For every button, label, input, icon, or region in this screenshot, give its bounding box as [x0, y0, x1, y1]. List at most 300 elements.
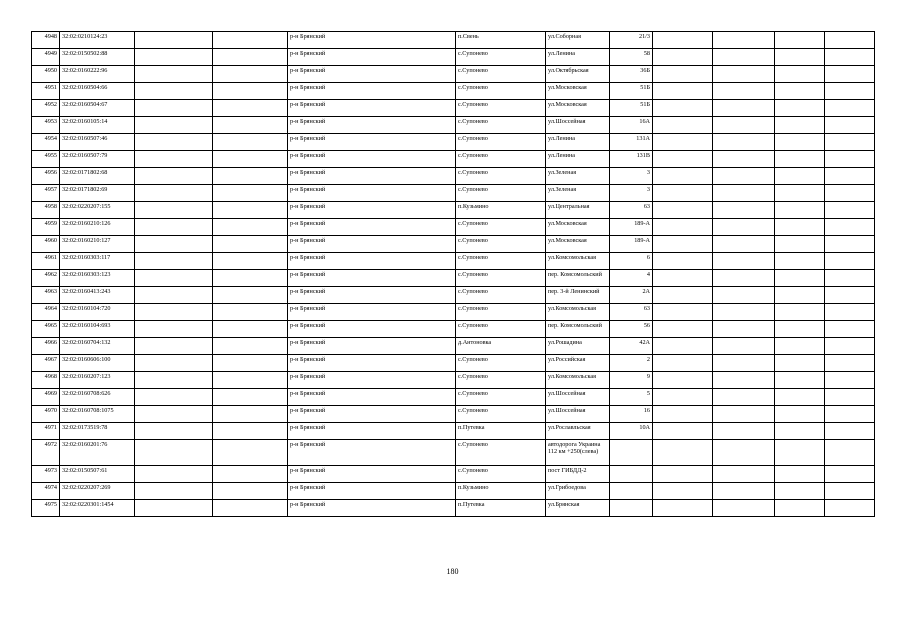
table-row — [32, 355, 875, 372]
locality-cell: д.Антоновка — [456, 338, 546, 355]
empty-cell — [653, 117, 713, 134]
empty-cell — [653, 270, 713, 287]
district-cell: р-н Брянский — [288, 185, 456, 202]
locality-cell: с.Супонево — [456, 236, 546, 253]
empty-cell — [775, 83, 825, 100]
street-cell: ул.Соборная — [546, 32, 610, 49]
district-cell: р-н Брянский — [288, 168, 456, 185]
house-cell: 3 — [610, 168, 653, 185]
table-row — [32, 389, 875, 406]
empty-cell — [653, 355, 713, 372]
empty-cell — [213, 219, 288, 236]
empty-cell — [825, 134, 875, 151]
empty-cell — [775, 304, 825, 321]
cadastral-number-cell: 32:02:0150502:88 — [60, 49, 135, 66]
district-cell: р-н Брянский — [288, 66, 456, 83]
locality-cell: с.Супонево — [456, 389, 546, 406]
empty-cell — [135, 185, 213, 202]
house-cell: 2А — [610, 287, 653, 304]
table-row — [32, 185, 875, 202]
house-cell: 63 — [610, 202, 653, 219]
empty-cell — [135, 253, 213, 270]
empty-cell — [825, 338, 875, 355]
row-number-cell: 4961 — [32, 253, 60, 270]
table-row — [32, 304, 875, 321]
empty-cell — [213, 287, 288, 304]
empty-cell — [713, 202, 775, 219]
empty-cell — [825, 100, 875, 117]
locality-cell: с.Супонево — [456, 185, 546, 202]
street-cell: ул.Комсомольская — [546, 253, 610, 270]
street-cell: ул.Брянская — [546, 500, 610, 517]
street-cell: пер. Комсомольский — [546, 270, 610, 287]
row-number-cell: 4949 — [32, 49, 60, 66]
row-number-cell: 4964 — [32, 304, 60, 321]
empty-cell — [213, 117, 288, 134]
locality-cell: с.Супонево — [456, 355, 546, 372]
cadastral-number-cell: 32:02:0160708:626 — [60, 389, 135, 406]
district-cell: р-н Брянский — [288, 500, 456, 517]
district-cell: р-н Брянский — [288, 117, 456, 134]
empty-cell — [825, 287, 875, 304]
locality-cell: п.Путевка — [456, 423, 546, 440]
empty-cell — [713, 117, 775, 134]
district-cell: р-н Брянский — [288, 466, 456, 483]
row-number-cell: 4965 — [32, 321, 60, 338]
empty-cell — [653, 372, 713, 389]
street-cell: ул.Октябрьская — [546, 66, 610, 83]
row-number-cell: 4957 — [32, 185, 60, 202]
table-row — [32, 236, 875, 253]
table-row — [32, 372, 875, 389]
locality-cell: с.Супонево — [456, 406, 546, 423]
empty-cell — [775, 483, 825, 500]
empty-cell — [825, 355, 875, 372]
house-cell: 131В — [610, 151, 653, 168]
empty-cell — [213, 134, 288, 151]
empty-cell — [713, 500, 775, 517]
district-cell: р-н Брянский — [288, 304, 456, 321]
empty-cell — [713, 389, 775, 406]
empty-cell — [825, 423, 875, 440]
locality-cell: с.Супонево — [456, 304, 546, 321]
empty-cell — [135, 389, 213, 406]
cadastral-number-cell: 32:02:0160303:117 — [60, 253, 135, 270]
empty-cell — [825, 168, 875, 185]
row-number-cell: 4967 — [32, 355, 60, 372]
table-row — [32, 287, 875, 304]
table-row — [32, 32, 875, 49]
empty-cell — [825, 483, 875, 500]
street-cell: ул.Шоссейная — [546, 389, 610, 406]
empty-cell — [213, 321, 288, 338]
empty-cell — [135, 321, 213, 338]
locality-cell: п.Свень — [456, 32, 546, 49]
table-row — [32, 321, 875, 338]
empty-cell — [135, 304, 213, 321]
cadastral-number-cell: 32:02:0160104:720 — [60, 304, 135, 321]
empty-cell — [135, 440, 213, 466]
cadastral-number-cell: 32:02:0220207:155 — [60, 202, 135, 219]
row-number-cell: 4971 — [32, 423, 60, 440]
empty-cell — [135, 134, 213, 151]
street-cell: ул.Комсомольская — [546, 372, 610, 389]
empty-cell — [775, 151, 825, 168]
cadastral-number-cell: 32:02:0160507:79 — [60, 151, 135, 168]
empty-cell — [825, 440, 875, 466]
empty-cell — [775, 406, 825, 423]
district-cell: р-н Брянский — [288, 202, 456, 219]
empty-cell — [825, 500, 875, 517]
district-cell: р-н Брянский — [288, 32, 456, 49]
house-cell: 16 — [610, 406, 653, 423]
cadastral-number-cell: 32:02:0160413:243 — [60, 287, 135, 304]
empty-cell — [135, 49, 213, 66]
row-number-cell: 4953 — [32, 117, 60, 134]
cadastral-number-cell: 32:02:0173519:78 — [60, 423, 135, 440]
table-body — [32, 32, 875, 517]
empty-cell — [825, 389, 875, 406]
district-cell: р-н Брянский — [288, 151, 456, 168]
house-cell — [610, 466, 653, 483]
empty-cell — [653, 32, 713, 49]
house-cell — [610, 440, 653, 466]
empty-cell — [653, 423, 713, 440]
empty-cell — [713, 270, 775, 287]
empty-cell — [713, 66, 775, 83]
house-cell: 21/3 — [610, 32, 653, 49]
empty-cell — [825, 406, 875, 423]
empty-cell — [135, 287, 213, 304]
empty-cell — [653, 253, 713, 270]
empty-cell — [135, 423, 213, 440]
row-number-cell: 4975 — [32, 500, 60, 517]
empty-cell — [653, 287, 713, 304]
empty-cell — [775, 355, 825, 372]
district-cell: р-н Брянский — [288, 389, 456, 406]
cadastral-number-cell: 32:02:0160105:14 — [60, 117, 135, 134]
empty-cell — [713, 83, 775, 100]
locality-cell: с.Супонево — [456, 466, 546, 483]
cadastral-number-cell: 32:02:0171802:69 — [60, 185, 135, 202]
district-cell: р-н Брянский — [288, 219, 456, 236]
row-number-cell: 4969 — [32, 389, 60, 406]
empty-cell — [213, 66, 288, 83]
empty-cell — [653, 338, 713, 355]
table-row — [32, 202, 875, 219]
cadastral-number-cell: 32:02:0220301:1454 — [60, 500, 135, 517]
row-number-cell: 4970 — [32, 406, 60, 423]
locality-cell: п.Путевка — [456, 500, 546, 517]
empty-cell — [135, 100, 213, 117]
empty-cell — [135, 466, 213, 483]
locality-cell: п.Кузьмино — [456, 202, 546, 219]
table-row — [32, 406, 875, 423]
row-number-cell: 4955 — [32, 151, 60, 168]
row-number-cell: 4972 — [32, 440, 60, 466]
empty-cell — [713, 483, 775, 500]
empty-cell — [713, 338, 775, 355]
empty-cell — [653, 219, 713, 236]
table-row — [32, 100, 875, 117]
house-cell: 3 — [610, 185, 653, 202]
house-cell: 16А — [610, 117, 653, 134]
table-row — [32, 253, 875, 270]
district-cell: р-н Брянский — [288, 372, 456, 389]
empty-cell — [135, 372, 213, 389]
empty-cell — [775, 321, 825, 338]
row-number-cell: 4963 — [32, 287, 60, 304]
locality-cell: с.Супонево — [456, 168, 546, 185]
street-cell: ул.Ленина — [546, 151, 610, 168]
cadastral-number-cell: 32:02:0160704:132 — [60, 338, 135, 355]
empty-cell — [653, 236, 713, 253]
district-cell: р-н Брянский — [288, 321, 456, 338]
empty-cell — [653, 389, 713, 406]
district-cell: р-н Брянский — [288, 406, 456, 423]
empty-cell — [213, 185, 288, 202]
empty-cell — [775, 253, 825, 270]
empty-cell — [135, 66, 213, 83]
empty-cell — [213, 168, 288, 185]
house-cell: 131А — [610, 134, 653, 151]
table-row — [32, 134, 875, 151]
empty-cell — [825, 253, 875, 270]
street-cell: ул.Ленина — [546, 49, 610, 66]
locality-cell: с.Супонево — [456, 83, 546, 100]
house-cell: 51Б — [610, 83, 653, 100]
empty-cell — [775, 134, 825, 151]
empty-cell — [825, 321, 875, 338]
street-cell: ул.Рославльская — [546, 423, 610, 440]
house-cell: 51Б — [610, 100, 653, 117]
district-cell: р-н Брянский — [288, 236, 456, 253]
empty-cell — [713, 185, 775, 202]
empty-cell — [213, 372, 288, 389]
empty-cell — [713, 423, 775, 440]
empty-cell — [775, 117, 825, 134]
district-cell: р-н Брянский — [288, 287, 456, 304]
district-cell: р-н Брянский — [288, 134, 456, 151]
empty-cell — [825, 372, 875, 389]
district-cell: р-н Брянский — [288, 270, 456, 287]
empty-cell — [135, 32, 213, 49]
street-cell: ул.Рошадина — [546, 338, 610, 355]
street-cell: ул.Центральная — [546, 202, 610, 219]
empty-cell — [135, 355, 213, 372]
empty-cell — [213, 236, 288, 253]
empty-cell — [653, 406, 713, 423]
empty-cell — [653, 500, 713, 517]
empty-cell — [213, 304, 288, 321]
cadastral-number-cell: 32:02:0171802:68 — [60, 168, 135, 185]
empty-cell — [713, 406, 775, 423]
empty-cell — [135, 500, 213, 517]
empty-cell — [213, 338, 288, 355]
table-row — [32, 151, 875, 168]
empty-cell — [213, 389, 288, 406]
empty-cell — [775, 389, 825, 406]
empty-cell — [775, 168, 825, 185]
cadastral-number-cell: 32:02:0150507:61 — [60, 466, 135, 483]
empty-cell — [653, 440, 713, 466]
house-cell: 2 — [610, 355, 653, 372]
empty-cell — [825, 236, 875, 253]
row-number-cell: 4974 — [32, 483, 60, 500]
empty-cell — [135, 219, 213, 236]
empty-cell — [825, 219, 875, 236]
street-cell: ул.Шоссейная — [546, 406, 610, 423]
empty-cell — [213, 500, 288, 517]
row-number-cell: 4959 — [32, 219, 60, 236]
house-cell: 6 — [610, 253, 653, 270]
empty-cell — [213, 355, 288, 372]
street-cell: ул.Московская — [546, 83, 610, 100]
locality-cell: с.Супонево — [456, 440, 546, 466]
empty-cell — [825, 304, 875, 321]
cadastral-number-cell: 32:02:0210124:23 — [60, 32, 135, 49]
empty-cell — [775, 202, 825, 219]
empty-cell — [213, 253, 288, 270]
empty-cell — [775, 236, 825, 253]
empty-cell — [775, 466, 825, 483]
street-cell: ул.Зеленая — [546, 168, 610, 185]
locality-cell: с.Супонево — [456, 219, 546, 236]
locality-cell: с.Супонево — [456, 66, 546, 83]
locality-cell: с.Супонево — [456, 151, 546, 168]
empty-cell — [213, 423, 288, 440]
table-row — [32, 117, 875, 134]
row-number-cell: 4956 — [32, 168, 60, 185]
empty-cell — [825, 270, 875, 287]
empty-cell — [713, 287, 775, 304]
empty-cell — [825, 466, 875, 483]
empty-cell — [713, 151, 775, 168]
table-row — [32, 219, 875, 236]
cadastral-number-cell: 32:02:0220207:269 — [60, 483, 135, 500]
row-number-cell: 4952 — [32, 100, 60, 117]
empty-cell — [213, 406, 288, 423]
empty-cell — [775, 440, 825, 466]
table-row — [32, 338, 875, 355]
empty-cell — [713, 355, 775, 372]
row-number-cell: 4951 — [32, 83, 60, 100]
house-cell — [610, 483, 653, 500]
cadastral-number-cell: 32:02:0160504:66 — [60, 83, 135, 100]
empty-cell — [135, 117, 213, 134]
cadastral-number-cell: 32:02:0160222:96 — [60, 66, 135, 83]
empty-cell — [653, 134, 713, 151]
locality-cell: с.Супонево — [456, 270, 546, 287]
table-row — [32, 483, 875, 500]
house-cell: 5 — [610, 389, 653, 406]
empty-cell — [775, 66, 825, 83]
empty-cell — [775, 338, 825, 355]
empty-cell — [135, 202, 213, 219]
empty-cell — [653, 100, 713, 117]
empty-cell — [135, 483, 213, 500]
row-number-cell: 4954 — [32, 134, 60, 151]
house-cell: 9 — [610, 372, 653, 389]
house-cell: 42А — [610, 338, 653, 355]
empty-cell — [213, 100, 288, 117]
empty-cell — [825, 202, 875, 219]
empty-cell — [135, 83, 213, 100]
empty-cell — [653, 304, 713, 321]
empty-cell — [213, 483, 288, 500]
empty-cell — [135, 270, 213, 287]
table-row — [32, 423, 875, 440]
empty-cell — [213, 202, 288, 219]
empty-cell — [653, 168, 713, 185]
table-row — [32, 83, 875, 100]
empty-cell — [213, 83, 288, 100]
street-cell: ул.Московская — [546, 219, 610, 236]
empty-cell — [775, 500, 825, 517]
house-cell: 56 — [610, 321, 653, 338]
empty-cell — [713, 466, 775, 483]
row-number-cell: 4966 — [32, 338, 60, 355]
table-row — [32, 66, 875, 83]
empty-cell — [713, 321, 775, 338]
empty-cell — [213, 440, 288, 466]
empty-cell — [653, 49, 713, 66]
cadastral-number-cell: 32:02:0160207:123 — [60, 372, 135, 389]
empty-cell — [135, 151, 213, 168]
district-cell: р-н Брянский — [288, 440, 456, 466]
house-cell — [610, 500, 653, 517]
district-cell: р-н Брянский — [288, 338, 456, 355]
page-number: 180 — [446, 567, 459, 576]
locality-cell: с.Супонево — [456, 134, 546, 151]
empty-cell — [825, 83, 875, 100]
empty-cell — [713, 100, 775, 117]
empty-cell — [713, 304, 775, 321]
empty-cell — [775, 423, 825, 440]
empty-cell — [825, 49, 875, 66]
house-cell: 36Б — [610, 66, 653, 83]
cadastral-number-cell: 32:02:0160201:76 — [60, 440, 135, 466]
empty-cell — [653, 483, 713, 500]
street-cell: ул.Ленина — [546, 134, 610, 151]
empty-cell — [713, 49, 775, 66]
street-cell: ул.Комсомольская — [546, 304, 610, 321]
empty-cell — [713, 219, 775, 236]
empty-cell — [825, 66, 875, 83]
empty-cell — [135, 236, 213, 253]
district-cell: р-н Брянский — [288, 483, 456, 500]
cadastral-number-cell: 32:02:0160210:126 — [60, 219, 135, 236]
locality-cell: с.Супонево — [456, 117, 546, 134]
empty-cell — [713, 440, 775, 466]
empty-cell — [213, 32, 288, 49]
empty-cell — [653, 185, 713, 202]
table-row — [32, 466, 875, 483]
row-number-cell: 4948 — [32, 32, 60, 49]
house-cell: 63 — [610, 304, 653, 321]
house-cell: 4 — [610, 270, 653, 287]
street-cell: ул.Московская — [546, 236, 610, 253]
table-row — [32, 49, 875, 66]
empty-cell — [135, 338, 213, 355]
row-number-cell: 4962 — [32, 270, 60, 287]
empty-cell — [713, 236, 775, 253]
street-cell: ул.Российская — [546, 355, 610, 372]
empty-cell — [775, 372, 825, 389]
cadastral-number-cell: 32:02:0160504:67 — [60, 100, 135, 117]
empty-cell — [775, 49, 825, 66]
table-row — [32, 168, 875, 185]
